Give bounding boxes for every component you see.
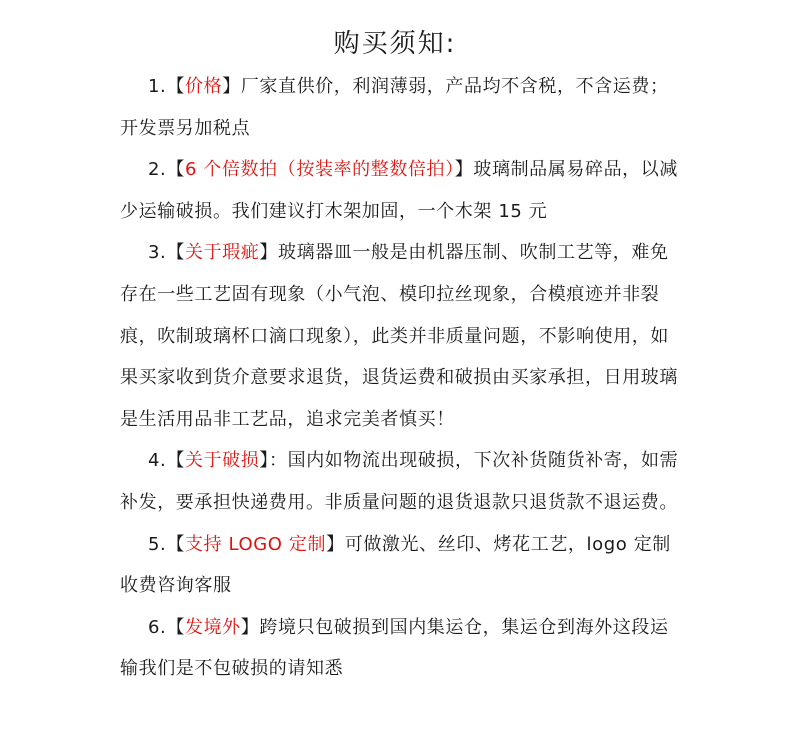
item-text: 玻璃制品属易碎品，以减少运输破损。我们建议打木架加固，一个木架 15 元 <box>120 159 678 222</box>
page-title: 购买须知: <box>333 29 457 59</box>
item-text: ：国内如物流出现破损，下次补货随货补寄，如需补发，要承担快递费用。非质量问题的退货退款只退货款不退运费。 <box>120 450 679 513</box>
item-number: 4. <box>148 450 167 472</box>
item-tag-logo: 支持 LOGO 定制 <box>184 533 327 555</box>
item-number: 5. <box>148 533 167 555</box>
bracket-open: 【 <box>166 242 185 264</box>
item-tag-breakage: 关于破损 <box>184 450 260 472</box>
bracket-close: 】 <box>240 616 260 638</box>
bracket-open: 【 <box>166 76 185 97</box>
bracket-close: 】 <box>326 533 345 555</box>
bracket-open: 【 <box>166 616 185 638</box>
bracket-open: 【 <box>166 159 185 181</box>
bracket-close: 】 <box>259 242 278 264</box>
bracket-open: 【 <box>166 533 185 555</box>
item-text: 玻璃器皿一般是由机器压制、吹制工艺等，难免存在一些工艺固有现象（小气泡、模印拉丝现象，合模痕迹并非裂痕，吹制玻璃杯口滴口现象），此类并非质量问题，不影响使用，如果买家收到货介意要求退货，退货运费和破损由买家承担，日用玻璃是生活用品非工艺品，追求完美者慎买！ <box>120 242 678 430</box>
notice-item-defects <box>120 232 680 440</box>
notice-item-logo <box>120 524 680 607</box>
bracket-close: 】 <box>454 159 474 181</box>
item-tag-multiples: 6 个倍数拍（按装率的整数倍拍） <box>184 159 455 181</box>
item-text: 可做激光、丝印、烤花工艺，logo 定制收费咨询客服 <box>120 533 671 597</box>
bracket-close: 】 <box>222 76 241 97</box>
notice-item-overseas <box>120 607 680 690</box>
notice-item-price <box>120 66 680 149</box>
notice-item-breakage <box>120 440 680 523</box>
bracket-close: 】 <box>259 450 269 472</box>
item-text: 跨境只包破损到国内集运仓，集运仓到海外这段运输我们是不包破损的请知悉 <box>120 616 669 680</box>
notice-list <box>120 66 680 690</box>
item-number: 1. <box>148 76 167 97</box>
item-number: 6. <box>148 616 167 638</box>
item-tag-price: 价格 <box>184 76 223 97</box>
notice-item-multiples <box>120 149 680 232</box>
bracket-open: 【 <box>166 450 185 472</box>
item-number: 2. <box>148 159 167 181</box>
item-number: 3. <box>148 242 167 264</box>
item-tag-defects: 关于瑕疵 <box>184 242 260 264</box>
item-tag-overseas: 发境外 <box>184 616 241 638</box>
item-text: 厂家直供价，利润薄弱，产品均不含税，不含运费；开发票另加税点 <box>120 76 669 139</box>
